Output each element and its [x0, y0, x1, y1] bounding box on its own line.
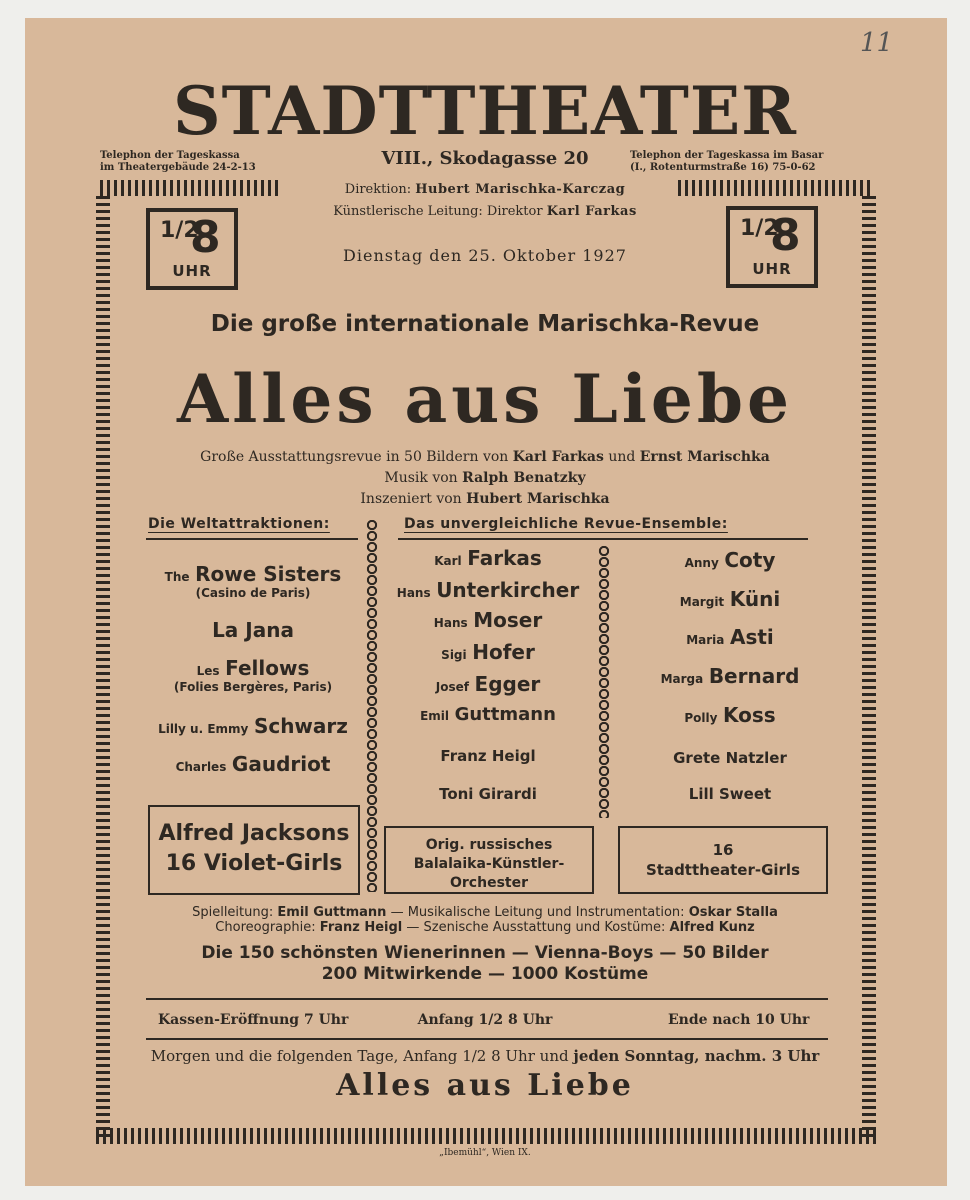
direction-name: Hubert Marischka-Karczag [415, 182, 626, 197]
performer-name: Gaudriot [231, 752, 331, 776]
ensemble-member [378, 608, 598, 632]
stadttheater-girls-box [618, 826, 828, 894]
performer-name: Rowe Sisters [195, 562, 342, 586]
staff-name: Oskar Stalla [688, 905, 778, 920]
end-time: Ende nach 10 Uhr [668, 1012, 810, 1028]
pencil-mark: 11 [860, 28, 894, 58]
member-first-name: Sigi [441, 648, 467, 662]
revue-subtitle: Die große internationale Marischka-Revue [210, 311, 760, 337]
member-first-name: Karl [434, 554, 462, 568]
border-bottom [96, 1128, 876, 1144]
performer-prefix: Charles [175, 760, 227, 774]
theater-name: STADTTHEATER [172, 72, 797, 150]
member-last-name: Koss [722, 703, 776, 727]
ensemble-member [610, 548, 850, 572]
time-badge-unit: UHR [752, 260, 792, 278]
ensemble-member [378, 746, 598, 765]
credits-text: Große Ausstattungsrevue in 50 Bildern von [200, 449, 509, 465]
member-last-name: Coty [724, 548, 776, 572]
border-top-left [100, 180, 280, 196]
ensemble-member [610, 748, 850, 767]
staff-label: — Musikalische Leitung und Instrumentation: [390, 905, 685, 920]
performer-name: La Jana [212, 618, 294, 642]
member-first-name: Emil [420, 709, 449, 723]
member-last-name: Bernard [708, 664, 800, 688]
author-name: Karl Farkas [512, 449, 604, 465]
member-first-name: Margit [679, 595, 725, 609]
attractions-heading-rule [146, 538, 358, 540]
box-line: 16 Violet-Girls [165, 851, 343, 876]
credits [100, 447, 870, 510]
phone-left-line2: im Theatergebäude 24-2-13 [100, 162, 256, 173]
time-badge-fraction: 1/2 [740, 216, 779, 241]
time-badge-right [726, 206, 818, 288]
following-days-line [110, 1047, 860, 1065]
performer-fellows [140, 656, 366, 694]
credits-text: Musik von [384, 470, 458, 486]
member-last-name: Unterkircher [436, 578, 580, 602]
credits-text: Inszeniert von [360, 491, 462, 507]
member-name: Lill Sweet [688, 785, 772, 803]
performer-prefix: Lilly u. Emmy [158, 722, 249, 736]
credits-line2 [100, 468, 870, 489]
staff-label: Spielleitung: [192, 905, 274, 920]
performer-prefix: The [164, 570, 190, 584]
box-line: Alfred Jacksons [158, 821, 350, 846]
member-last-name: Hofer [472, 640, 535, 664]
ensemble-member [378, 704, 598, 725]
member-first-name: Hans [396, 586, 431, 600]
member-first-name: Hans [433, 616, 468, 630]
staff-label: Choreographie: [215, 920, 316, 935]
ensemble-member [378, 784, 598, 803]
phone-right [630, 150, 823, 174]
sunday-note: jeden Sonntag, nachm. 3 Uhr [573, 1047, 820, 1065]
border-left [96, 196, 110, 1140]
highlights-line1: Die 150 schönsten Wienerinnen — Vienna-Boys — 50 Bilder [201, 943, 769, 963]
composer-name: Ralph Benatzky [462, 470, 586, 486]
highlights-line2: 200 Mitwirkende — 1000 Kostüme [321, 964, 649, 984]
start-time: Anfang 1/2 8 Uhr [417, 1012, 553, 1028]
box-line: Orchester [450, 875, 528, 891]
direction-line [280, 182, 690, 197]
ensemble-member [610, 625, 850, 649]
performer-note: (Casino de Paris) [195, 586, 311, 600]
dotted-divider-right [598, 546, 610, 818]
phone-right-line1: Telephon der Tageskassa im Basar [630, 150, 824, 161]
performance-date: Dienstag den 25. Oktober 1927 [343, 246, 627, 265]
staff-name: Alfred Kunz [669, 920, 755, 935]
credits-text: und [608, 449, 636, 465]
schedule-rule-bottom [146, 1038, 828, 1040]
performer-name: Fellows [225, 656, 310, 680]
phone-left [100, 150, 256, 174]
ensemble-heading: Das unvergleichliche Revue-Ensemble: [404, 516, 728, 532]
border-right [862, 196, 876, 1140]
performer-name: Schwarz [253, 714, 348, 738]
box-line: Stadttheater-Girls [645, 861, 801, 879]
box-office-time: Kassen-Eröffnung 7 Uhr [158, 1012, 349, 1028]
balalaika-box [384, 826, 594, 894]
ensemble-member [610, 664, 850, 688]
following-text: und [539, 1047, 569, 1065]
schedule-rule-top [146, 998, 828, 1000]
dotted-divider-left [366, 520, 378, 892]
staff-name: Franz Heigl [319, 920, 403, 935]
member-first-name: Marga [660, 672, 704, 686]
ensemble-member [378, 578, 598, 602]
ensemble-member [378, 640, 598, 664]
phone-left-line1: Telephon der Tageskassa [100, 150, 240, 161]
staff-label: — Szenische Ausstattung und Kostüme: [406, 920, 666, 935]
member-first-name: Polly [684, 711, 718, 725]
ensemble-member [610, 703, 850, 727]
time-badge-fraction: 1/2 [160, 218, 199, 243]
violet-girls-box [148, 805, 360, 895]
ensemble-member [610, 784, 850, 803]
following-time: 1/2 8 Uhr [462, 1047, 535, 1065]
following-text: Morgen und die folgenden Tage, Anfang [150, 1047, 458, 1065]
printer-imprint: „Ibemühl“, Wien IX. [439, 1148, 531, 1158]
box-line: Orig. russisches [425, 837, 553, 853]
member-last-name: Guttmann [454, 704, 556, 725]
theater-address: VIII., Skodagasse 20 [381, 148, 589, 169]
member-last-name: Asti [729, 625, 774, 649]
direction-label: Direktion: [344, 182, 412, 197]
time-badge-left [146, 208, 238, 290]
performer-gaudriot [140, 752, 366, 776]
staff-line2 [110, 920, 860, 935]
ensemble-member [378, 672, 598, 696]
member-last-name: Küni [729, 587, 781, 611]
member-last-name: Egger [474, 672, 541, 696]
box-line: Balalaika-Künstler- [413, 856, 565, 872]
time-badge-unit: UHR [172, 262, 212, 280]
border-top-right [678, 180, 874, 196]
ensemble-heading-rule [398, 538, 808, 540]
member-name: Grete Natzler [673, 749, 787, 767]
artistic-label: Künstlerische Leitung: Direktor [333, 204, 543, 219]
member-last-name: Moser [473, 608, 543, 632]
performer-rowe-sisters [140, 562, 366, 600]
director-name: Hubert Marischka [466, 491, 610, 507]
member-first-name: Josef [435, 680, 469, 694]
time-badge-hour: 8 [770, 210, 801, 261]
member-name: Toni Girardi [439, 785, 537, 803]
staff-name: Emil Guttmann [277, 905, 387, 920]
attractions-heading: Die Weltattraktionen: [148, 516, 330, 532]
member-name: Franz Heigl [440, 747, 536, 765]
show-title: Alles aus Liebe [177, 360, 793, 438]
member-first-name: Maria [686, 633, 725, 647]
member-last-name: Farkas [467, 546, 542, 570]
performer-note: (Folies Bergères, Paris) [173, 680, 333, 694]
artistic-line [280, 204, 690, 219]
phone-right-line2: (I., Rotenturmstraße 16) 75-0-62 [630, 162, 816, 173]
time-badge-hour: 8 [190, 212, 221, 263]
credits-line1 [100, 447, 870, 468]
credits-line3 [100, 489, 870, 510]
author-name: Ernst Marischka [639, 449, 770, 465]
ensemble-member [378, 546, 598, 570]
performer-schwarz [140, 714, 366, 738]
artistic-name: Karl Farkas [546, 204, 637, 219]
member-first-name: Anny [684, 556, 719, 570]
ensemble-member [610, 587, 850, 611]
performer-prefix: Les [196, 664, 220, 678]
final-show-title: Alles aus Liebe [336, 1068, 634, 1103]
staff-line1 [110, 905, 860, 920]
box-line: 16 [712, 841, 734, 859]
performer-la-jana [140, 618, 366, 642]
